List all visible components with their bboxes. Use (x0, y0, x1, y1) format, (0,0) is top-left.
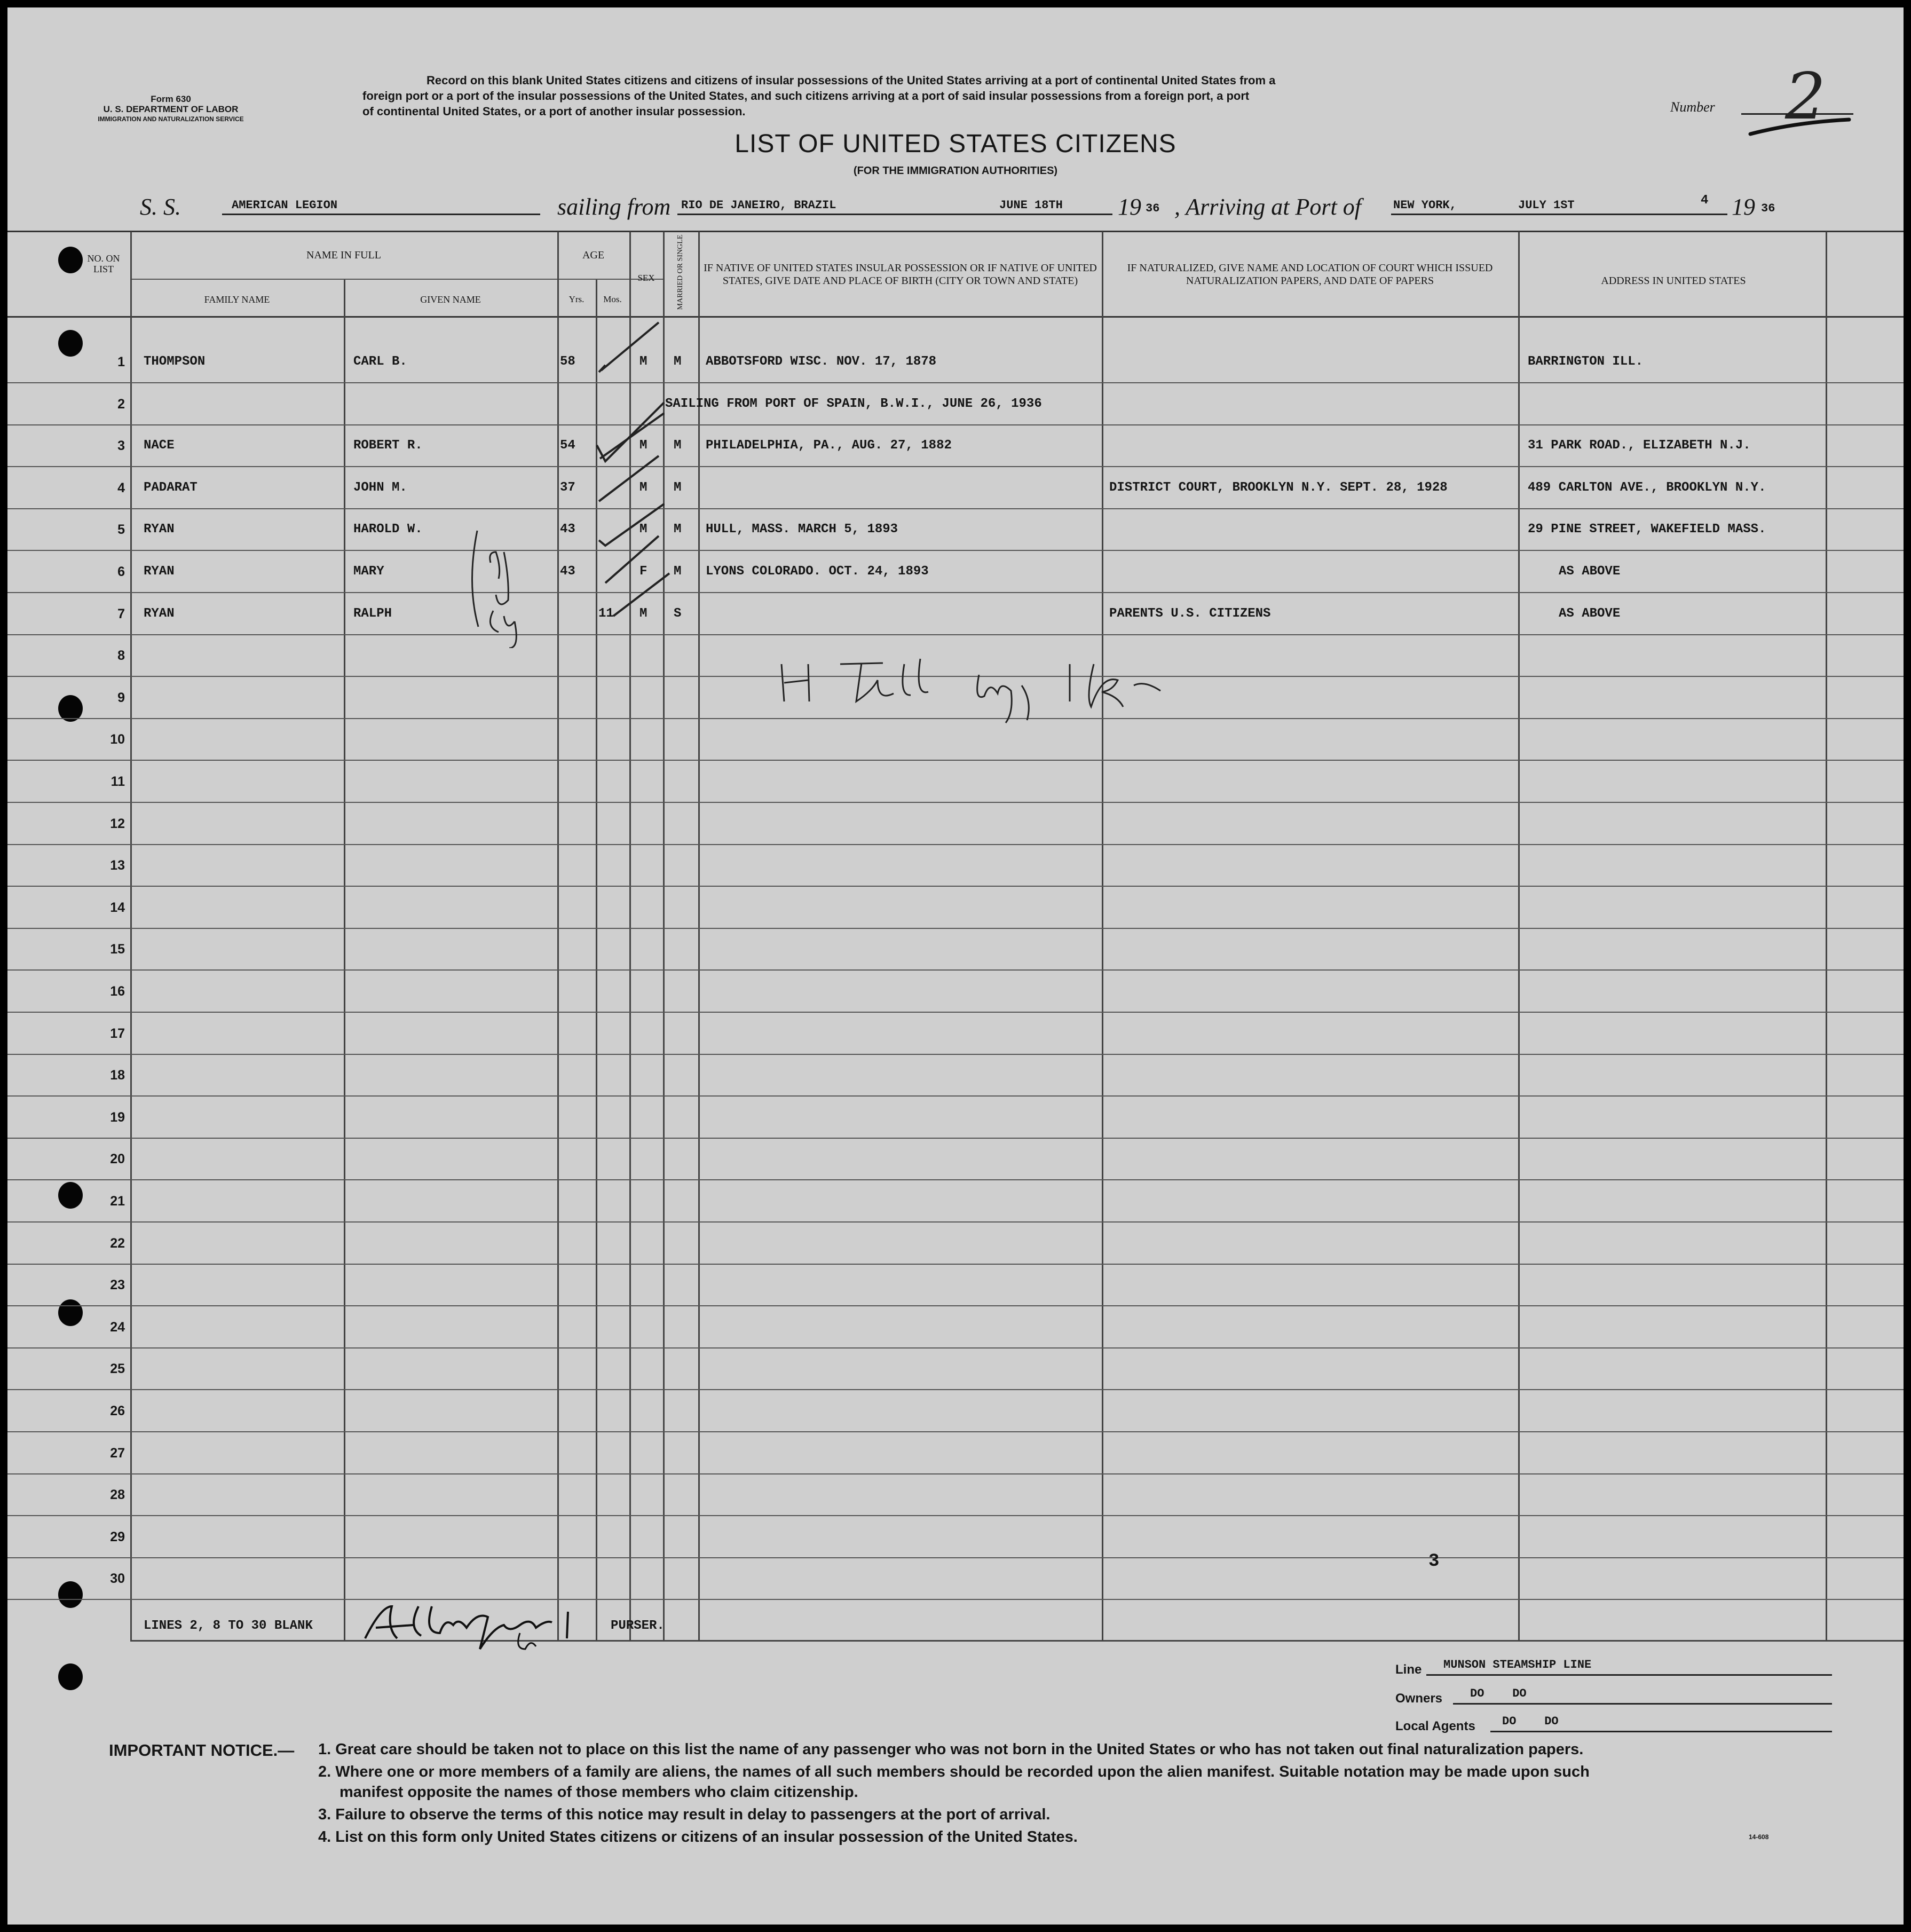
cell-given: JOHN M. (353, 480, 407, 495)
row-rule (7, 592, 1904, 593)
arrival-date: JULY 1ST (1518, 199, 1575, 212)
cell-yrs: 54 (560, 438, 575, 453)
row-number: 28 (110, 1487, 125, 1503)
row-rule (7, 1012, 1904, 1013)
line-label: Line (1395, 1662, 1422, 1677)
year-suffix-1: 36 (1146, 202, 1160, 215)
cell-given: MARY (353, 564, 384, 579)
cell-addr: 31 PARK ROAD., ELIZABETH N.J. (1528, 438, 1751, 453)
notice-title: IMPORTANT NOTICE.— (109, 1741, 295, 1760)
page-mark: 3 (1428, 1551, 1440, 1572)
cell-sex: M (639, 438, 647, 453)
row-number: 20 (110, 1152, 125, 1167)
cell-yrs: 43 (560, 564, 575, 579)
row-number: 10 (110, 732, 125, 747)
cell-family: RYAN (144, 564, 175, 579)
header-bottom-rule (7, 316, 1904, 318)
row-number: 1 (117, 354, 125, 369)
cell-ms: M (674, 480, 682, 495)
row-number: 22 (110, 1235, 125, 1251)
row-rule (7, 1221, 1904, 1223)
row-number: 9 (117, 690, 125, 705)
row-number: 17 (110, 1026, 125, 1041)
cell-given: ROBERT R. (353, 438, 423, 453)
column-divider (130, 232, 132, 1641)
row-rule (7, 1305, 1904, 1306)
cell-given: HAROLD W. (353, 522, 423, 537)
cell-birth: SAILING FROM PORT OF SPAIN, B.W.I., JUNE 26, 1936 (665, 396, 1042, 411)
row-number: 25 (110, 1361, 125, 1377)
cell-family: PADARAT (144, 480, 198, 495)
cell-addr: 489 CARLTON AVE., BROOKLYN N.Y. (1528, 480, 1766, 495)
cell-birth: LYONS COLORADO. OCT. 24, 1893 (706, 564, 929, 579)
row-rule (7, 1095, 1904, 1097)
ss-label: S. S. (140, 194, 181, 220)
row-number: 4 (117, 480, 125, 495)
row-rule (7, 1557, 1904, 1558)
department: U. S. DEPARTMENT OF LABOR (103, 104, 239, 114)
row-number: 27 (110, 1445, 125, 1461)
notice-item-4: 4. List on this form only United States citizens or citizens of an insular possession of the United States. (318, 1828, 1078, 1846)
cell-nat: DISTRICT COURT, BROOKLYN N.Y. SEPT. 28, 1928 (1109, 480, 1448, 495)
row-number: 24 (110, 1319, 125, 1335)
owners-underline (1453, 1703, 1832, 1705)
col-yrs-header: Yrs. (568, 294, 585, 304)
col-ms-header-box (663, 235, 698, 315)
arrival-underline (1391, 214, 1727, 215)
binder-hole (58, 330, 83, 357)
notice-item-2: 2. Where one or more members of a family are aliens, the names of all such members should be recorded upon the alien manifest. Suitable notation may be made upon such (318, 1763, 1590, 1780)
row-number: 29 (110, 1529, 125, 1544)
cell-yrs: 58 (560, 354, 575, 369)
cell-given: RALPH (353, 606, 392, 621)
year-prefix-1: 19 (1118, 194, 1141, 220)
row-number: 14 (110, 900, 125, 915)
row-rule (7, 969, 1904, 971)
row-number: 16 (110, 984, 125, 999)
row-number: 19 (110, 1109, 125, 1125)
row-number: 2 (117, 396, 125, 412)
row-rule (7, 1138, 1904, 1139)
ship-name: AMERICAN LEGION (232, 199, 338, 212)
col-no-header: NO. ON LIST (87, 253, 120, 274)
arrival-port: NEW YORK, (1393, 199, 1457, 212)
blank-lines-note: LINES 2, 8 TO 30 BLANK (144, 1619, 313, 1633)
row-number: 11 (110, 774, 125, 789)
tick-marks (584, 306, 685, 627)
instructions (362, 73, 1601, 119)
row-rule (7, 1389, 1904, 1390)
notice-item-3: 3. Failure to observe the terms of this notice may result in delay to passengers at the port of arrival. (318, 1806, 1051, 1823)
col-mos-header: Mos. (603, 294, 622, 304)
col-ms-header: MARRIED OR SINGLE (676, 234, 684, 310)
row-rule (7, 802, 1904, 803)
instructions-line: of continental United States, or a port of another insular possession. (362, 105, 746, 118)
line-value: MUNSON STEAMSHIP LINE (1443, 1658, 1592, 1671)
line-underline (1426, 1674, 1832, 1676)
arrival-day: 4 (1701, 193, 1709, 208)
column-divider (557, 232, 559, 1641)
cell-yrs: 43 (560, 522, 575, 537)
row-number: 5 (117, 522, 125, 538)
row-rule (7, 1054, 1904, 1055)
col-nat-header: IF NATURALIZED, GIVE NAME AND LOCATION OF COURT WHICH ISSUED NATURALIZATION PAPERS, AND DATE OF PAPERS (1127, 262, 1493, 287)
owners-value: DO DO (1470, 1687, 1527, 1700)
instructions-line: foreign port or a port of the insular possessions of the United States, and such citizens arriving at a port of said insular possessions from a foreign port, a port (362, 89, 1250, 102)
name-header-rule (130, 279, 611, 280)
row-number: 15 (110, 942, 125, 957)
row-number: 7 (117, 606, 125, 621)
col-birth-header: IF NATIVE OF UNITED STATES INSULAR POSSESSION OR IF NATIVE OF UNITED STATES, GIVE DATE AND PLACE OF BIRTH (CITY OR TOWN AND STATE) (704, 262, 1097, 287)
row-rule (7, 550, 1904, 551)
form-number: Form 630 (151, 94, 191, 104)
col-age-header: AGE (582, 249, 605, 261)
page-title: LIST OF UNITED STATES CITIZENS (735, 130, 1176, 158)
row-rule (7, 634, 1904, 635)
form-code: 14-608 (1749, 1833, 1769, 1841)
agents-underline (1490, 1731, 1832, 1732)
col-sex-header: SEX (637, 273, 655, 283)
cell-family: RYAN (144, 522, 175, 537)
cell-nat: PARENTS U.S. CITIZENS (1109, 606, 1271, 621)
cell-birth: HULL, MASS. MARCH 5, 1893 (706, 522, 898, 537)
year-prefix-2: 19 (1732, 194, 1755, 220)
cell-addr: AS ABOVE (1559, 606, 1621, 621)
cell-given: CARL B. (353, 354, 407, 369)
row-rule (7, 1179, 1904, 1180)
row-number: 6 (117, 564, 125, 579)
row-rule (7, 1515, 1904, 1516)
row-rule (7, 928, 1904, 929)
row-rule (7, 760, 1904, 761)
row-rule (7, 508, 1904, 509)
cell-sex: F (639, 564, 647, 579)
row-rule (7, 424, 1904, 425)
ship-underline (222, 214, 540, 215)
row-rule (7, 1264, 1904, 1265)
notice-item-2-cont: manifest opposite the names of those members who claim citizenship. (339, 1784, 858, 1801)
arriving-label: , Arriving at Port of (1174, 194, 1361, 220)
cell-family: NACE (144, 438, 175, 453)
service-name: IMMIGRATION AND NATURALIZATION SERVICE (98, 115, 244, 123)
number-value: 2 (1785, 60, 1826, 134)
sailing-from-label: sailing from (557, 194, 671, 220)
form-id-block (85, 94, 256, 124)
row-number: 23 (110, 1278, 125, 1293)
notice-item-1: 1. Great care should be taken not to place on this list the name of any passenger who was not born in the United States or who has not taken out final naturalization papers. (318, 1741, 1584, 1758)
row-rule (7, 1347, 1904, 1349)
row-number: 30 (110, 1571, 125, 1587)
cell-sex: M (639, 522, 647, 537)
handwritten-initials (771, 643, 1176, 728)
cell-yrs: 37 (560, 480, 575, 495)
page-subtitle: (FOR THE IMMIGRATION AUTHORITIES) (853, 165, 1058, 177)
row-rule (7, 1599, 1904, 1600)
manifest-page (7, 7, 1904, 1925)
cell-birth: ABBOTSFORD WISC. NOV. 17, 1878 (706, 354, 937, 369)
instructions-line: Record on this blank United States citizens and citizens of insular possessions of the United States arriving at a port of continental United States from a (427, 74, 1276, 87)
column-divider (1518, 232, 1520, 1641)
column-divider (1102, 232, 1103, 1641)
row-number: 13 (110, 858, 125, 873)
table-top-rule (7, 231, 1904, 232)
row-number: 18 (110, 1068, 125, 1083)
purser-label: PURSER. (611, 1619, 665, 1633)
row-number: 12 (110, 816, 125, 831)
row-rule (7, 1473, 1904, 1474)
cell-mos: 11 (598, 606, 614, 621)
row-rule (7, 466, 1904, 467)
cell-sex: M (639, 354, 647, 369)
agents-value: DO DO (1502, 1715, 1559, 1728)
cell-family: THOMPSON (144, 354, 206, 369)
cell-family: RYAN (144, 606, 175, 621)
row-number: 26 (110, 1403, 125, 1418)
col-given-header: GIVEN NAME (420, 294, 481, 305)
column-divider (344, 280, 345, 1641)
cell-birth: PHILADELPHIA, PA., AUG. 27, 1882 (706, 438, 952, 453)
handwritten-mark (467, 520, 547, 648)
cell-sex: M (639, 480, 647, 495)
row-rule (7, 1431, 1904, 1432)
col-address-header: ADDRESS IN UNITED STATES (1601, 275, 1746, 287)
agents-label: Local Agents (1395, 1719, 1475, 1733)
cell-addr: AS ABOVE (1559, 564, 1621, 579)
column-divider (698, 232, 700, 1641)
row-number: 21 (110, 1194, 125, 1209)
row-number: 3 (117, 438, 125, 454)
cell-ms: S (674, 606, 682, 621)
purser-signature (360, 1596, 600, 1654)
row-number: 8 (117, 648, 125, 664)
binder-hole (58, 1663, 83, 1690)
row-rule (7, 382, 1904, 383)
cell-ms: M (674, 522, 682, 537)
depart-date: JUNE 18TH (999, 199, 1063, 212)
column-divider (1826, 232, 1827, 1641)
cell-ms: M (674, 438, 682, 453)
number-label: Number (1670, 99, 1715, 115)
row-rule (7, 886, 1904, 887)
cell-addr: 29 PINE STREET, WAKEFIELD MASS. (1528, 522, 1766, 537)
cell-addr: BARRINGTON ILL. (1528, 354, 1644, 369)
from-port: RIO DE JANEIRO, BRAZIL (681, 199, 836, 212)
row-rule (7, 844, 1904, 845)
cell-ms: M (674, 564, 682, 579)
cell-sex: M (639, 606, 647, 621)
col-family-header: FAMILY NAME (204, 294, 270, 305)
owners-label: Owners (1395, 1691, 1443, 1706)
col-name-header: NAME IN FULL (306, 249, 381, 261)
cell-ms: M (674, 354, 682, 369)
year-suffix-2: 36 (1761, 202, 1775, 215)
date-underline (959, 214, 1111, 215)
